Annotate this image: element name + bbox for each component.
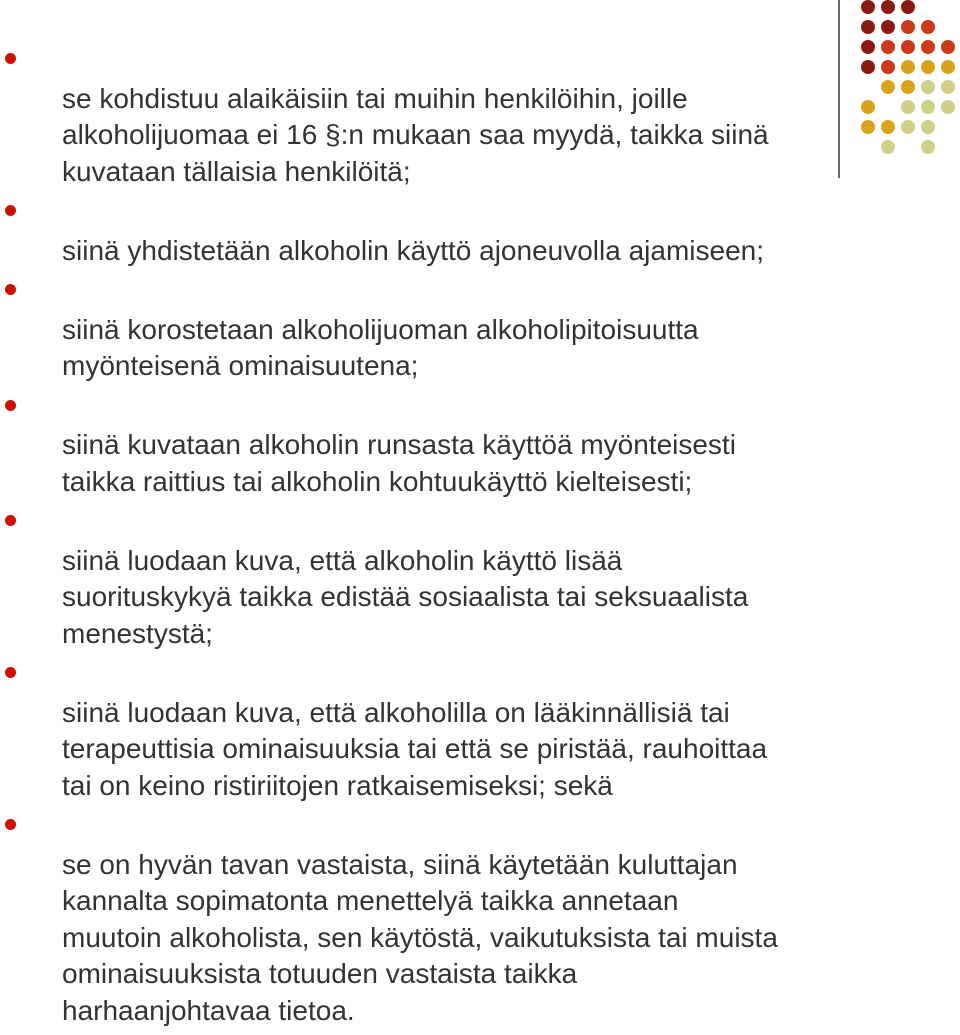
bullet-dot-icon <box>5 400 16 411</box>
bullet-dot-icon <box>5 284 16 295</box>
bullet-dot-icon <box>5 515 16 526</box>
bullet-item <box>0 391 960 501</box>
dot <box>861 0 875 14</box>
bullet-text: siinä korostetaan alkoholijuoman alkoholipitoisuutta myönteisenä ominaisuutena; <box>62 313 699 381</box>
bullet-text: siinä kuvataan alkoholin runsasta käyttöä myönteisesti taikka raittius tai alkoholin kohtuukäyttö kielteisesti; <box>62 429 736 497</box>
bullet-item <box>0 506 960 652</box>
bullet-dot-icon <box>5 667 16 678</box>
bullet-item <box>0 196 960 269</box>
bullet-dot-icon <box>5 205 16 216</box>
bullet-text: se kohdistuu alaikäisiin tai muihin henkilöihin, joille alkoholijuomaa ei 16 §:n mukaan saa myydä, taikka siinä kuvataan tällaisia henkilöitä; <box>62 82 769 187</box>
bullet-text: siinä luodaan kuva, että alkoholilla on lääkinnällisiä tai terapeuttisia ominaisuuksia tai että se piristää, rauhoittaa tai on keino ristiriitojen ratkaisemiseksi; sekä <box>62 696 768 801</box>
bullet-item <box>0 658 960 804</box>
bullet-text: siinä yhdistetään alkoholin käyttö ajoneuvolla ajamiseen; <box>62 234 764 266</box>
bullet-item <box>0 810 960 1029</box>
bullet-item <box>0 275 960 385</box>
bullet-text: siinä luodaan kuva, että alkoholin käyttö lisää suorituskykyä taikka edistää sosiaalista tai seksuaalista menestystä; <box>62 544 749 649</box>
bullet-item <box>0 44 960 190</box>
bullet-text: se on hyvän tavan vastaista, siinä käytetään kuluttajan kannalta sopimatonta menettelyä taikka annetaan muutoin alkoholista, sen käytöstä, vaikutuksista tai muista ominaisuuksista totuuden vastaista taikka harhaanjohtavaa tietoa. <box>62 848 778 1026</box>
dot <box>881 20 895 34</box>
dot <box>921 20 935 34</box>
dot <box>901 20 915 34</box>
bullet-list <box>0 44 960 1035</box>
dot <box>881 0 895 14</box>
bullet-dot-icon <box>5 53 16 64</box>
dot <box>901 0 915 14</box>
dot <box>861 20 875 34</box>
bullet-dot-icon <box>5 819 16 830</box>
